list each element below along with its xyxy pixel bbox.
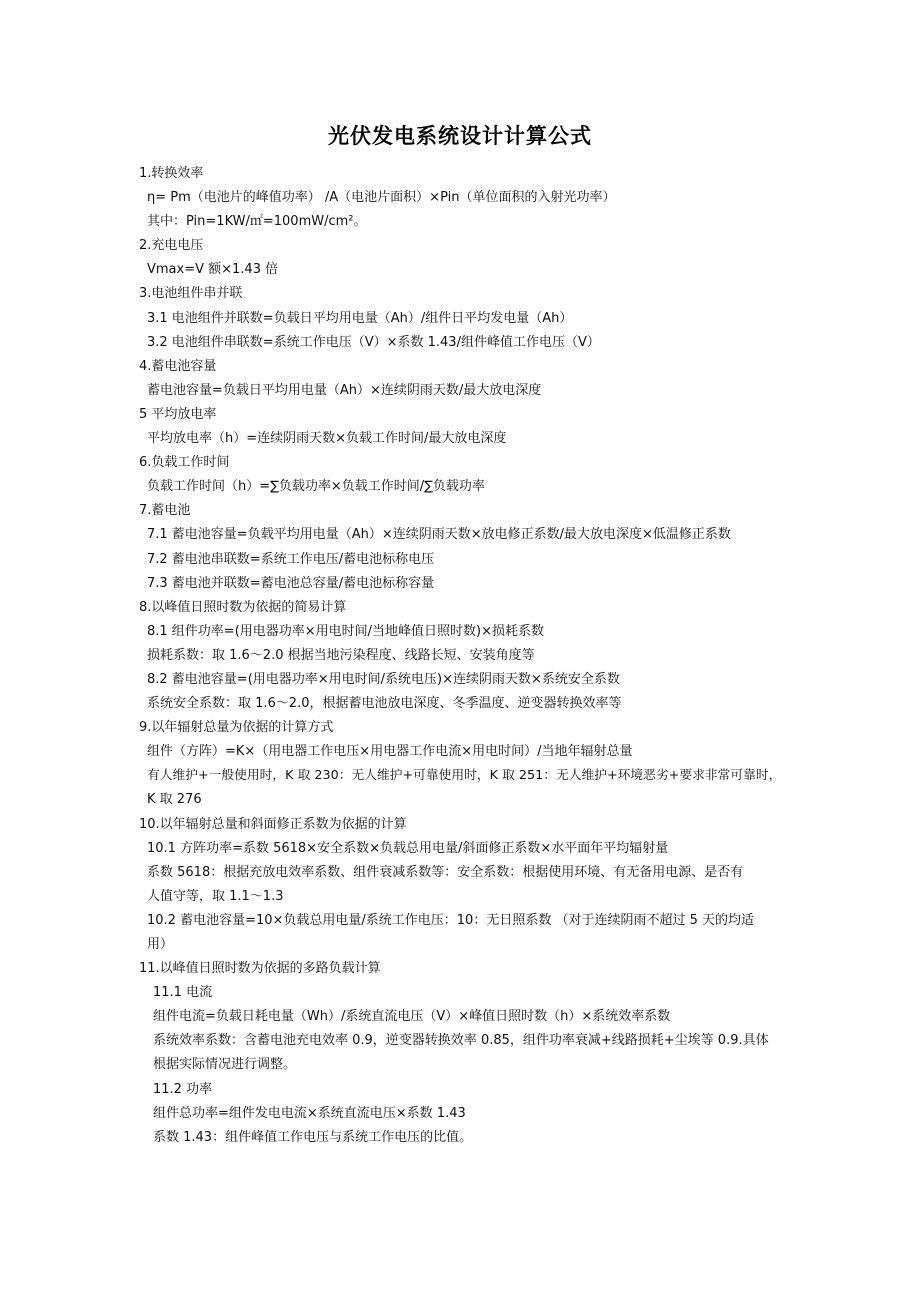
body-line: 10.1 方阵功率=系数 5618×安全系数×负载总用电量/斜面修正系数×水平面年平均辐射量 [147,840,669,856]
body-line: 10.2 蓄电池容量=10×负载总用电量/系统工作电压：10：无日照系数 （对于连续阴雨不超过 5 天的均适 [147,912,754,928]
body-line: 7.2 蓄电池串联数=系统工作电压/蓄电池标称电压 [147,551,435,567]
body-line: 其中：Pin=1KW/㎡=100mW/cm²。 [147,214,367,230]
body-line: 系统效率系数：含蓄电池充电效率 0.9，逆变器转换效率 0.85，组件功率衰减+线路损耗+尘埃等 0.9.具体 [153,1033,769,1049]
body-line: 损耗系数：取 1.6～2.0 根据当地污染程度、线路长短、安装角度等 [147,647,535,663]
section-heading: 8.以峰值日照时数为依据的简易计算 [139,599,347,615]
section-heading: 2.充电电压 [139,238,204,254]
body-line: 人值守等，取 1.1～1.3 [147,888,284,904]
body-line: 组件电流=负载日耗电量（Wh）/系统直流电压（V）×峰值日照时数（h）×系统效率系数 [153,1009,671,1025]
body-line: 8.1 组件功率=(用电器功率×用电时间/当地峰值日照时数)×损耗系数 [147,623,545,639]
body-line: 11.2 功率 [153,1081,213,1097]
section-heading: 11.以峰值日照时数为依据的多路负载计算 [139,961,381,977]
body-line: 8.2 蓄电池容量=(用电器功率×用电时间/系统电压)×连续阴雨天数×系统安全系数 [147,671,620,687]
body-line: 组件（方阵）=K×（用电器工作电压×用电器工作电流×用电时间）/当地年辐射总量 [147,744,633,760]
body-line: 11.1 电流 [153,985,213,1001]
body-line: 3.1 电池组件并联数=负载日平均用电量（Ah）/组件日平均发电量（Ah） [147,310,573,326]
section-heading: 9.以年辐射总量为依据的计算方式 [139,720,334,736]
body-line: η= Pm（电池片的峰值功率） /A（电池片面积）×Pin（单位面积的入射光功率） [147,190,616,206]
document-body [139,162,784,1150]
section-heading: 7.蓄电池 [139,503,191,519]
body-line: 系数 5618：根据充放电效率系数、组件衰减系数等：安全系数：根据使用环境、有无备用电源、是否有 [147,864,744,880]
body-line: 蓄电池容量=负载日平均用电量（Ah）×连续阴雨天数/最大放电深度 [147,382,542,398]
section-heading: 3.电池组件串并联 [139,286,243,302]
section-heading: 10.以年辐射总量和斜面修正系数为依据的计算 [139,816,407,832]
section-heading: 6.负载工作时间 [139,455,230,471]
body-line: 组件总功率=组件发电电流×系统直流电压×系数 1.43 [153,1105,466,1121]
body-line: 有人维护+一般使用时，K 取 230：无人维护+可靠使用时，K 取 251：无人维护+环境恶劣+要求非常可靠时， [147,768,782,784]
body-line: 3.2 电池组件串联数=系统工作电压（V）×系数 1.43/组件峰值工作电压（V） [147,334,600,350]
body-line: 系数 1.43：组件峰值工作电压与系统工作电压的比值。 [153,1129,473,1145]
body-line: Vmax=V 额×1.43 倍 [147,262,279,278]
body-line: 平均放电率（h）=连续阴雨天数×负载工作时间/最大放电深度 [147,431,507,447]
section-heading: 4.蓄电池容量 [139,358,217,374]
section-heading: 5 平均放电率 [139,406,217,422]
document-title: 光伏发电系统设计计算公式 [328,124,592,148]
body-line: 用） [147,937,174,952]
body-line: 7.3 蓄电池并联数=蓄电池总容量/蓄电池标称容量 [147,575,435,591]
body-line: 负载工作时间（h）=∑负载功率×负载工作时间/∑负载功率 [147,479,485,495]
body-line: 7.1 蓄电池容量=负载平均用电量（Ah）×连续阴雨天数×放电修正系数/最大放电深度×低温修正系数 [147,527,731,543]
body-line: 系统安全系数：取 1.6～2.0，根据蓄电池放电深度、冬季温度、逆变器转换效率等 [147,696,622,712]
section-heading: 1.转换效率 [139,166,204,181]
body-line: K 取 276 [147,792,202,808]
body-line: 根据实际情况进行调整。 [153,1057,297,1073]
